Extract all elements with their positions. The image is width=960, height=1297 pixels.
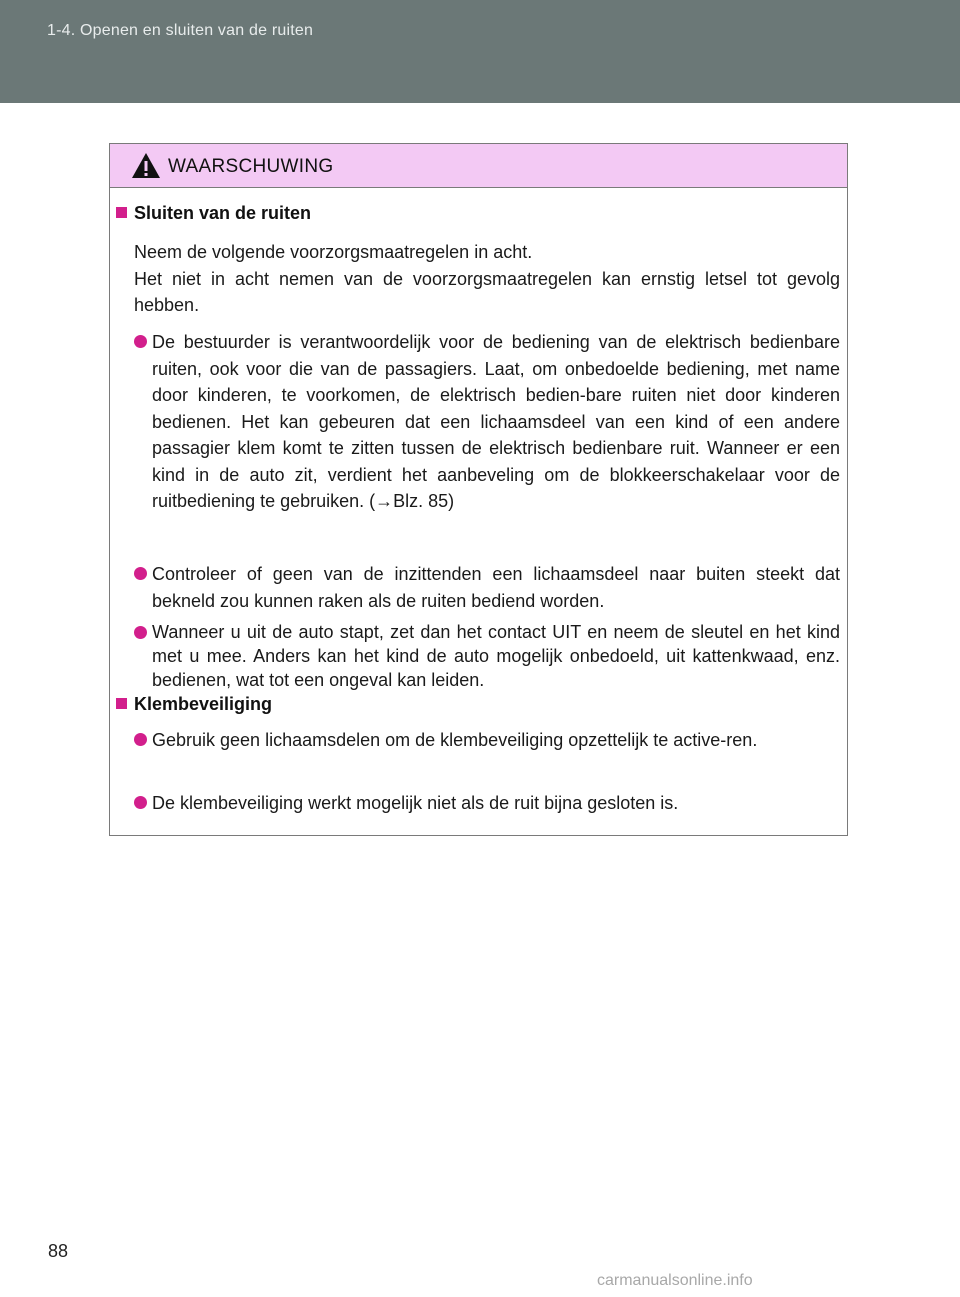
watermark: carmanualsonline.info [597,1272,753,1289]
square-bullet-icon [116,207,127,218]
bullet-item [134,561,840,614]
round-bullet-icon [134,733,147,746]
bullet-text: De bestuurder is verantwoordelijk voor de bediening van de elektrisch bedienbare ruiten, ook voor die van de passagiers. Laat, om onbedoelde bediening, met name door kinderen, te voorkomen, de elektrisch bedien-bare ruiten niet door kinderen bedienen. Het kan gebeuren dat een lichaamsdeel van een kind of een andere passagier klem komt te zitten tussen de elektrisch bedienbare ruit. Wanneer er een kind in de auto zit, verdient het aanbeveling om de blokkeerschakelaar voor de ruitbediening te gebruiken. (→Blz. 85) [152,332,840,511]
round-bullet-icon [134,335,147,348]
chapter-title: 1-4. Openen en sluiten van de ruiten [47,22,314,39]
round-bullet-icon [134,626,147,639]
section-title-text: Sluiten van de ruiten [134,203,312,223]
square-bullet-icon [116,698,127,709]
bullet-item [134,727,840,754]
bullet-item [134,790,840,817]
bullet-item [134,329,840,515]
section-title-closing-windows [116,203,311,224]
warning-title: WAARSCHUWING [168,156,334,177]
bullet-text: Gebruik geen lichaamsdelen om de klembeveiliging opzettelijk te active-ren. [152,730,758,750]
bullet-text: De klembeveiliging werkt mogelijk niet als de ruit bijna gesloten is. [152,793,679,813]
warning-triangle-icon [131,152,161,179]
chapter-header [0,0,960,103]
round-bullet-icon [134,796,147,809]
bullet-item [134,620,840,692]
round-bullet-icon [134,567,147,580]
warning-header [110,144,847,188]
section-title-text: Klembeveiliging [134,694,273,714]
page-number: 88 [48,1241,69,1261]
intro-paragraph: Neem de volgende voorzorgsmaatregelen in acht. Het niet in acht nemen van de voorzorgsmaatregelen kan ernstig letsel tot gevolg hebben. [134,242,840,315]
warning-box [109,143,848,836]
section-title-pinch-protection [116,694,272,715]
bullet-text: Controleer of geen van de inzittenden een lichaamsdeel naar buiten steekt dat bekneld zou kunnen raken als de ruiten bediend worden. [152,564,840,611]
bullet-text: Wanneer u uit de auto stapt, zet dan het contact UIT en neem de sleutel en het kind met u mee. Anders kan het kind de auto mogelijk onbedoeld, uit kattenkwaad, enz. bedienen, wat tot een ongeval kan leiden. [152,622,840,690]
